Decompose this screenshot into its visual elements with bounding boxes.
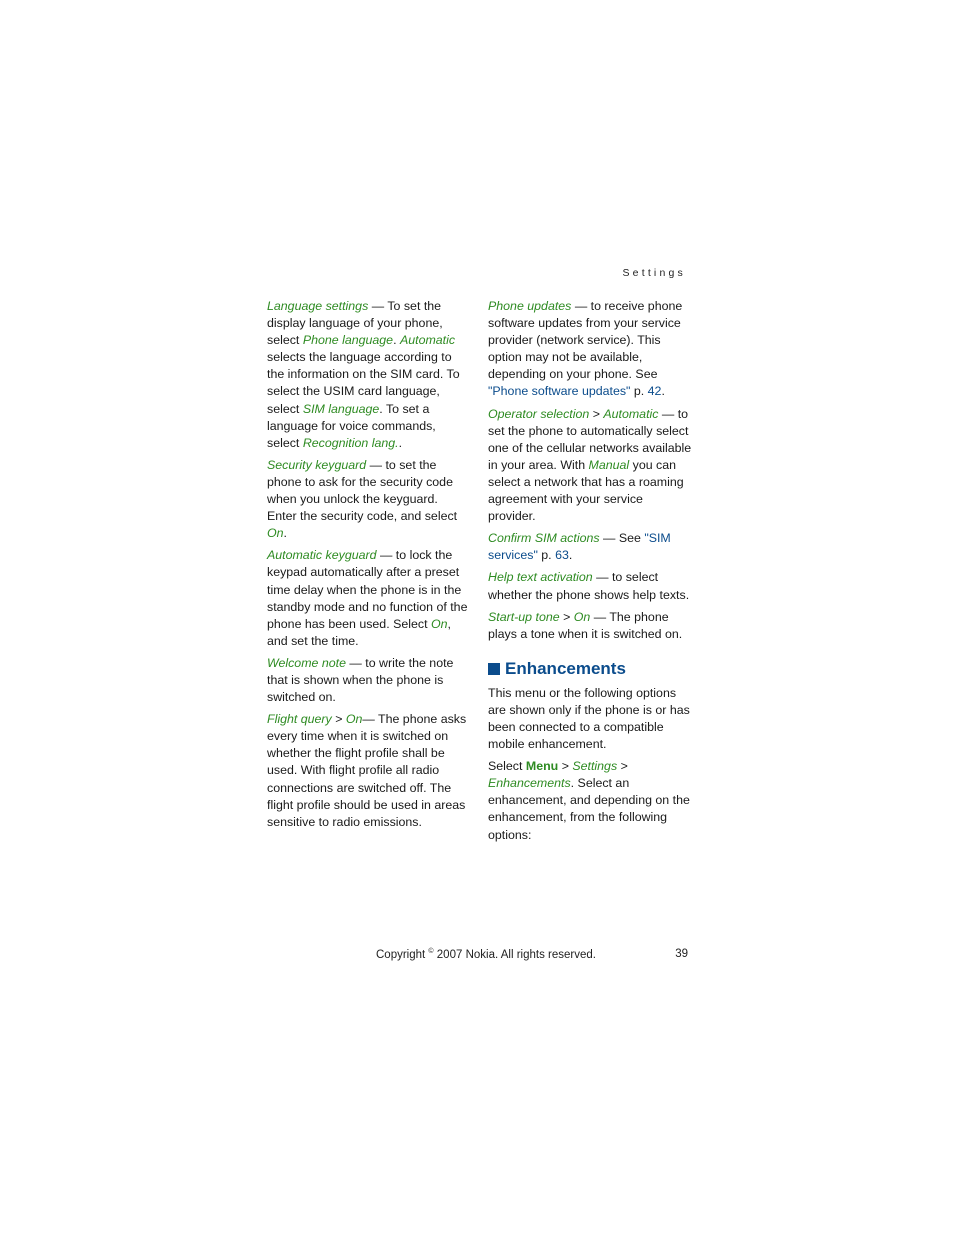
menu-term: Welcome note xyxy=(267,655,346,670)
confirm-sim-actions-paragraph: Confirm SIM actions — See "SIM services" p. 63. xyxy=(488,531,671,563)
menu-term: Security keyguard xyxy=(267,457,367,472)
language-settings-paragraph: Language settings — To set the display language of your phone, select Phone language. Automatic selects the language according to the information on the SIM card. To select the USIM card language, select SIM language. To set a language for voice commands, select Recognition lang.. xyxy=(267,299,460,450)
page-reference-link[interactable]: 42 xyxy=(647,384,662,399)
cross-reference-link[interactable]: "SIM services" xyxy=(488,531,671,563)
startup-tone-paragraph: Start-up tone > On — The phone plays a tone when it is switched on. xyxy=(488,609,683,641)
welcome-note-paragraph: Welcome note — to write the note that is shown when the phone is switched on. xyxy=(267,655,454,705)
menu-term: Language settings xyxy=(267,299,369,313)
menu-term: Phone language xyxy=(302,333,394,348)
menu-term: On xyxy=(573,609,591,624)
left-column xyxy=(267,298,469,836)
section-square-icon xyxy=(488,663,500,675)
enhancements-select-paragraph: Select Menu > Settings > Enhancements. Select an enhancement, and depending on the enhancement, from the following options: xyxy=(488,759,690,842)
automatic-keyguard-paragraph: Automatic keyguard — to lock the keypad automatically after a preset time delay when the phone is in the standby mode and no function of the phone has been used. Select On, and set the time. xyxy=(267,548,468,648)
menu-term: SIM language xyxy=(302,401,380,416)
page-number: 39 xyxy=(675,948,688,960)
help-text-activation-paragraph: Help text activation — to select whether the phone shows help texts. xyxy=(488,570,690,602)
menu-term: On xyxy=(430,616,448,631)
flight-query-paragraph: Flight query > On— The phone asks every time when it is switched on whether the flight profile shall be used. With flight profile all radio connections are switched off. The flight profile should be used in areas sensitive to radio emissions. xyxy=(267,712,467,829)
enhancements-heading xyxy=(488,659,692,679)
menu-term: Automatic keyguard xyxy=(267,548,377,563)
menu-term: Automatic xyxy=(603,406,659,421)
operator-selection-paragraph: Operator selection > Automatic — to set the phone to automatically select one of the cellular networks available in your area. With Manual you can select a network that has a roaming agreement with your service provider. xyxy=(488,406,692,524)
menu-term: On xyxy=(267,526,284,541)
menu-term: Recognition lang. xyxy=(302,435,399,450)
copyright-notice: Copyright © 2007 Nokia. All rights reserved. xyxy=(376,948,596,961)
menu-term: Confirm SIM actions xyxy=(488,531,600,546)
menu-term: On xyxy=(345,712,363,727)
menu-term: Manual xyxy=(588,457,630,472)
menu-term: Operator selection xyxy=(488,406,590,421)
menu-term: Flight query xyxy=(267,712,332,727)
menu-term: Phone updates xyxy=(488,299,572,313)
security-keyguard-paragraph: Security keyguard — to set the phone to ask for the security code when you unlock the keyguard. Enter the security code, and select On. xyxy=(267,457,458,541)
section-title: Enhancements xyxy=(505,658,626,678)
right-column xyxy=(488,298,692,849)
enhancements-intro-paragraph: This menu or the following options are shown only if the phone is or has been connected to a compatible mobile enhancement. xyxy=(488,685,690,752)
cross-reference-link[interactable]: "Phone software updates" xyxy=(488,384,631,399)
menu-term: Automatic xyxy=(399,333,456,348)
menu-term: Start-up tone xyxy=(488,609,560,624)
menu-term: Settings xyxy=(572,759,618,774)
menu-term: Menu xyxy=(525,759,559,774)
phone-updates-paragraph: Phone updates — to receive phone software updates from your service provider (network service). This option may not be available, depending on your phone. See "Phone software updates" p. 42. xyxy=(488,299,683,399)
menu-term: Help text activation xyxy=(488,570,593,585)
menu-term: Enhancements xyxy=(488,776,571,791)
page-reference-link[interactable]: 63 xyxy=(555,548,569,563)
running-header: Settings xyxy=(622,267,686,279)
